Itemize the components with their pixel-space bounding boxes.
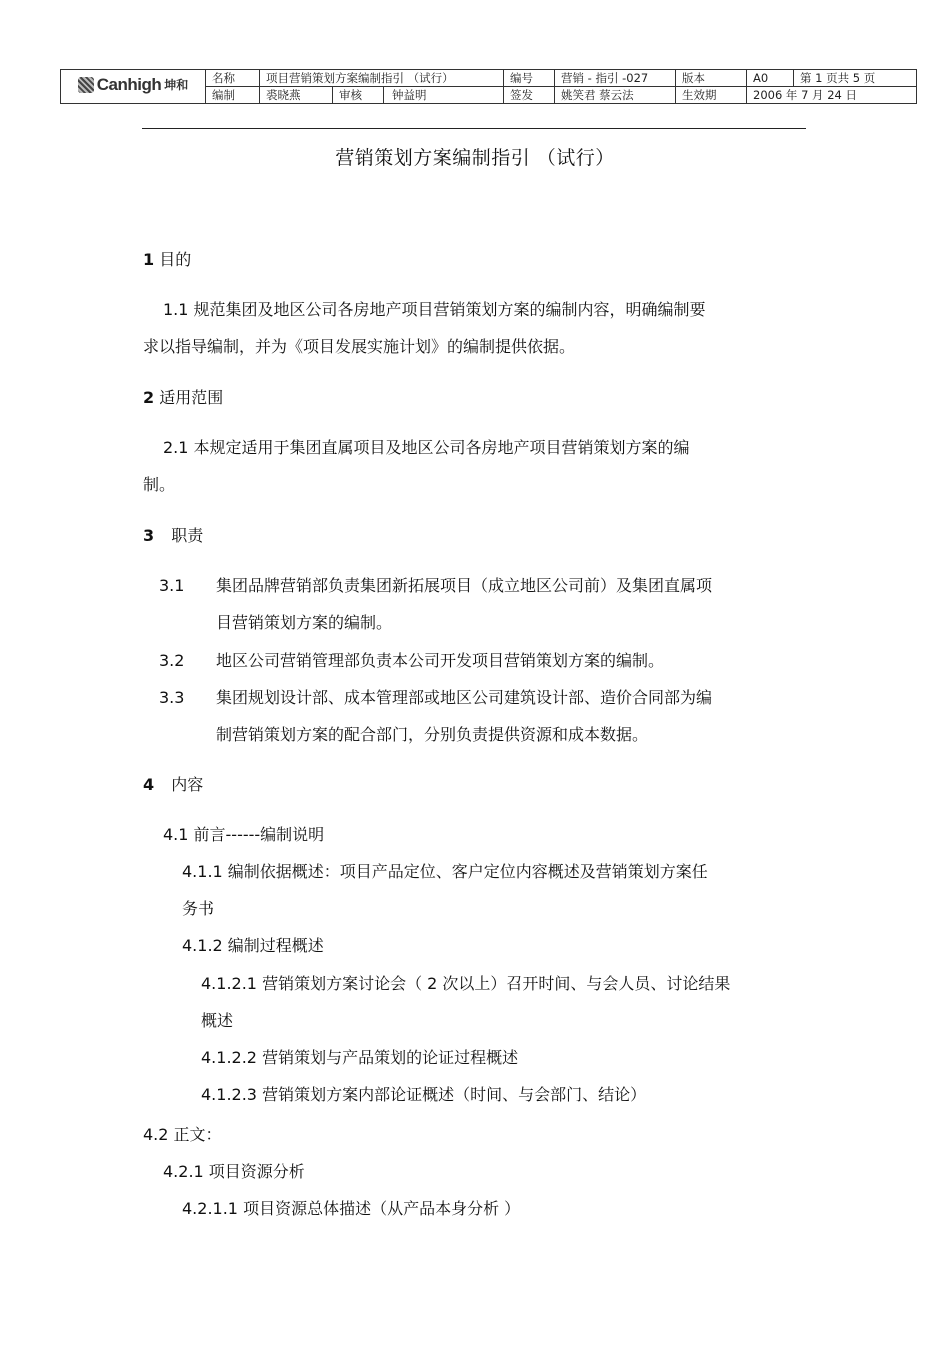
section-4-title: 内容 (171, 775, 204, 794)
logo-cn-text: 坤和 (164, 77, 189, 92)
para-1-1-line1: 1.1 规范集团及地区公司各房地产项目营销策划方案的编制内容，明确编制要 (163, 300, 706, 319)
author-value: 裘晓燕 (260, 87, 333, 103)
item-3-1-line2: 目营销策划方案的编制。 (216, 613, 393, 632)
item-4-1-2-2: 4.1.2.2 营销策划与产品策划的论证过程概述 (201, 1048, 519, 1067)
item-4-1-1-line1: 4.1.1 编制依据概述：项目产品定位、客户定位内容概述及营销策划方案任 (182, 862, 708, 881)
company-logo (61, 70, 206, 104)
logo-mark-icon (78, 77, 94, 93)
section-4-heading (143, 775, 203, 795)
item-3-1-number: 3.1 (159, 576, 185, 595)
item-3-3-line1: 集团规划设计部、成本管理部或地区公司建筑设计部、造价合同部为编 (216, 688, 713, 707)
date-label: 生效期 (676, 87, 747, 104)
header-divider (142, 128, 806, 129)
version-value: A0 (747, 70, 794, 87)
page-info: 第 1 页共 5 页 (794, 70, 917, 87)
section-2-heading (143, 388, 223, 408)
item-3-2-number: 3.2 (159, 651, 185, 670)
sign-label: 签发 (504, 87, 555, 104)
code-value: 营销 - 指引 -027 (555, 70, 676, 87)
sign-value: 姚笑君 蔡云法 (555, 87, 676, 104)
item-4-1-1-line2: 务书 (182, 899, 215, 918)
section-1-number: 1 (143, 250, 155, 269)
code-label: 编号 (504, 70, 555, 87)
review-value: 钟益明 (392, 88, 427, 102)
para-2-1-line1: 2.1 本规定适用于集团直属项目及地区公司各房地产项目营销策划方案的编 (163, 438, 690, 457)
item-4-1: 4.1 前言------编制说明 (163, 825, 325, 844)
para-2-1-line2: 制。 (143, 475, 176, 494)
date-value: 2006 年 7 月 24 日 (747, 87, 917, 104)
item-3-3-number: 3.3 (159, 688, 185, 707)
item-4-1-2-1-line2: 概述 (201, 1011, 234, 1030)
review-label: 审核 (333, 87, 384, 103)
item-3-2-line1: 地区公司营销管理部负责本公司开发项目营销策划方案的编制。 (216, 651, 665, 670)
author-label: 编制 (206, 87, 260, 104)
item-4-1-2-3: 4.1.2.3 营销策划方案内部论证概述（时间、与会部门、结论） (201, 1085, 647, 1104)
item-3-1-line1: 集团品牌营销部负责集团新拓展项目（成立地区公司前）及集团直属项 (216, 576, 713, 595)
section-1-title: 目的 (159, 250, 192, 269)
document-header-table (60, 69, 917, 104)
name-label: 名称 (206, 70, 260, 87)
item-3-3-line2: 制营销策划方案的配合部门，分别负责提供资源和成本数据。 (216, 725, 649, 744)
section-3-heading (143, 526, 203, 546)
author-review-cell (260, 87, 504, 104)
name-value: 项目营销策划方案编制指引 （试行） (260, 70, 504, 87)
item-4-2-1-1: 4.2.1.1 项目资源总体描述（从产品本身分析 ） (182, 1199, 521, 1218)
section-2-number: 2 (143, 388, 155, 407)
logo-text: Canhigh (96, 74, 162, 94)
item-4-1-2: 4.1.2 编制过程概述 (182, 936, 324, 955)
section-3-title: 职责 (171, 526, 204, 545)
section-4-number: 4 (143, 775, 155, 794)
section-2-title: 适用范围 (159, 388, 224, 407)
section-1-heading (143, 250, 191, 270)
version-label: 版本 (676, 70, 747, 87)
para-1-1-line2: 求以指导编制，并为《项目发展实施计划》的编制提供依据。 (143, 337, 576, 356)
item-4-2-1: 4.2.1 项目资源分析 (163, 1162, 305, 1181)
section-3-number: 3 (143, 526, 155, 545)
item-4-2: 4.2 正文： (143, 1125, 222, 1144)
item-4-1-2-1-line1: 4.1.2.1 营销策划方案讨论会（ 2 次以上）召开时间、与会人员、讨论结果 (201, 974, 731, 993)
document-title: 营销策划方案编制指引 （试行） (335, 147, 615, 169)
